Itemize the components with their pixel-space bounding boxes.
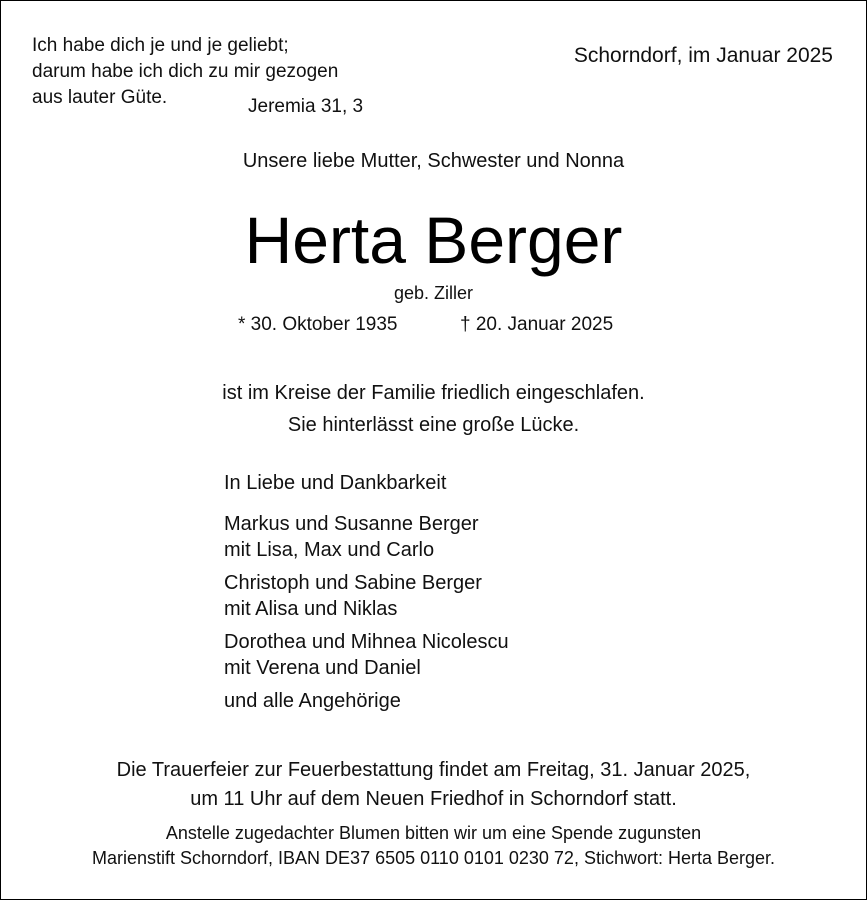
funeral-notice [0,756,867,814]
intro-line: Unsere liebe Mutter, Schwester und Nonna [242,150,625,172]
mourner-family-1-name: Markus und Susanne Berger [224,513,479,535]
mourner-family-3 [224,629,509,681]
donation-notice [0,821,867,871]
passing-line-1: ist im Kreise der Familie friedlich eingeschlafen. [222,382,645,404]
mourner-family-3-children: mit Verena und Daniel [224,657,421,679]
donation-line-1: Anstelle zugedachter Blumen bitten wir um eine Spende zugunsten [165,823,702,843]
funeral-line-1: Die Trauerfeier zur Feuerbestattung findet am Freitag, 31. Januar 2025, [116,759,751,781]
passing-text [0,377,867,441]
mourner-family-2-children: mit Alisa und Niklas [224,598,398,620]
maiden-name: geb. Ziller [393,283,474,303]
verse-reference: Jeremia 31, 3 [248,96,364,117]
birth-date: * 30. Oktober 1935 [238,314,398,335]
place-date-line: Schorndorf, im Januar 2025 [573,44,833,67]
passing-line-2: Sie hinterlässt eine große Lücke. [287,414,580,436]
mourner-family-3-name: Dorothea und Mihnea Nicolescu [224,631,509,653]
mourner-family-1 [224,511,479,563]
mourner-family-2-name: Christoph und Sabine Berger [224,572,482,594]
funeral-line-2: um 11 Uhr auf dem Neuen Friedhof in Schorndorf statt. [190,788,677,810]
donation-line-2: Marienstift Schorndorf, IBAN DE37 6505 0110 0101 0230 72, Stichwort: Herta Berger. [91,848,776,868]
deceased-name: Herta Berger [244,203,623,277]
mourner-family-2 [224,570,482,622]
other-relatives: und alle Angehörige [224,690,401,712]
verse-line-1: Ich habe dich je und je geliebt; [32,35,289,56]
death-date: † 20. Januar 2025 [460,314,614,335]
mourner-family-1-children: mit Lisa, Max und Carlo [224,539,435,561]
verse-line-2: darum habe ich dich zu mir gezogen [32,61,339,82]
mourners-heading: In Liebe und Dankbarkeit [224,472,447,494]
verse-line-3: aus lauter Güte. [32,87,168,108]
